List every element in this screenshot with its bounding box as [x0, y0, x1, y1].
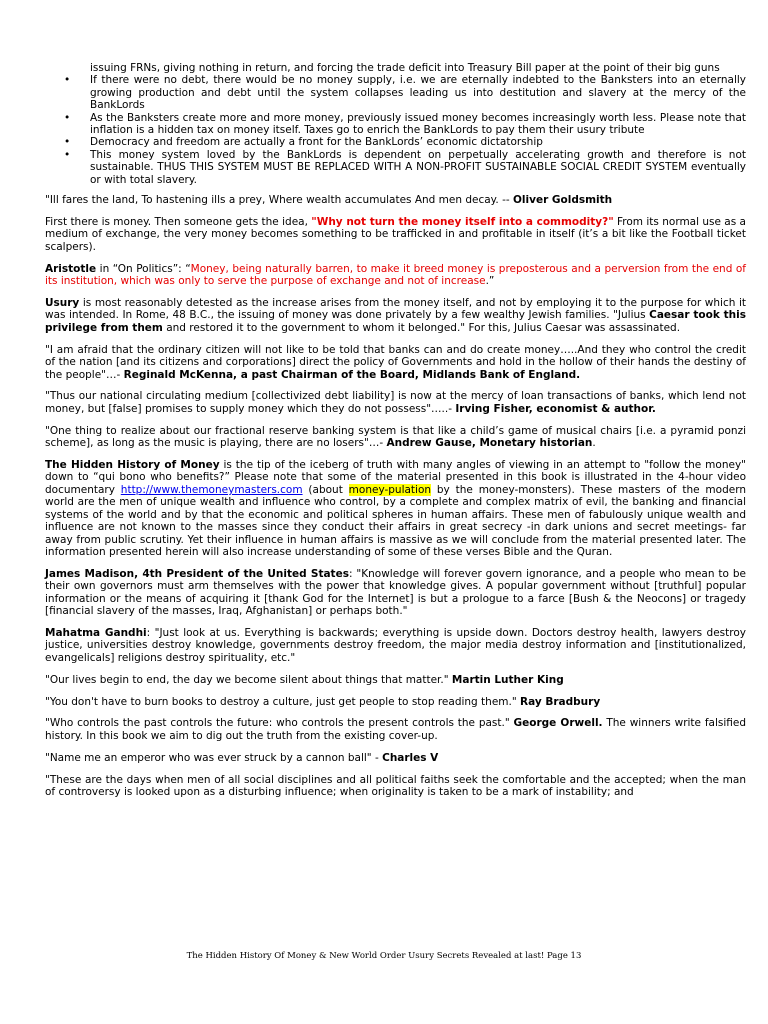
bold-phrase: Caesar took this privilege from them: [45, 309, 746, 334]
list-item-text: As the Banksters create more and more money, previously issued money becomes increasingly worth less. Please note that inflation is a hidden tax on money itself. Taxes go to enrich the BankLords to pay them their usury tribute: [90, 111, 746, 137]
quote-charles-v: "Name me an emperor who was ever struck by a cannon ball" - Charles V: [45, 751, 439, 764]
quote-author: Mahatma Gandhi: [45, 626, 147, 639]
bullet-icon: •: [64, 74, 71, 87]
list-item-text: issuing FRNs, giving nothing in return, and forcing the trade deficit into Treasury Bill paper at the point of their big guns: [90, 62, 720, 74]
paragraph-closing: "These are the days when men of all social disciplines and all political faiths seek the comfortable and the accepted; when the man of controversy is looked upon as a disturbing influence; when originality is taken to be a mark of instability; and: [45, 773, 746, 799]
list-item-text: This money system loved by the BankLords is dependent on perpetually accelerating growth and therefore is not sustainable. THUS THIS SYSTEM MUST BE REPLACED WITH A NON-PROFIT SUSTAINABLE SOCIAL CREDIT SYSTEM eventually or with total slavery.: [90, 148, 746, 186]
quote-author: Aristotle: [45, 262, 97, 275]
quote-author: Ray Bradbury: [520, 695, 601, 708]
bullet-icon: •: [64, 148, 71, 161]
quote-gandhi: Mahatma Gandhi: "Just look at us. Everything is backwards; everything is upside down. Doctors destroy health, lawyers destroy justice, universities destroy knowledge, governments destroy freedom, the major media destroy information and [institutionalized, evangelicals] religions destroy spirituality, etc.": [45, 626, 746, 664]
quote-author: Oliver Goldsmith: [513, 194, 613, 207]
highlighted-term: money-pulation: [348, 483, 432, 496]
quote-author: James Madison, 4th President of the United States: [45, 567, 349, 580]
list-item: [45, 74, 746, 111]
quote-fisher: "Thus our national circulating medium [collectivized debt liability] is now at the mercy of loan transactions of banks, which lend not money, but [false] promises to supply money which they do not possess"…..- Irving Fisher, economist & author.: [45, 390, 746, 415]
paragraph-usury: Usury is most reasonably detested as the increase arises from the money itself, and not by employing it to the purpose for which it was intended. In Rome, 48 B.C., the issuing of money was done privately by a few wealthy Jewish families. "Julius Caesar took this privilege from them and restored it to the government to whom it belonged." For this, Julius Caesar was assassinated.: [45, 297, 746, 334]
list-item-continued: [45, 62, 746, 74]
quote-author: Charles V: [382, 751, 439, 764]
quote-author: Martin Luther King: [451, 673, 564, 686]
quote-author: Irving Fisher, economist & author.: [455, 402, 656, 415]
quote-king: "Our lives begin to end, the day we become silent about things that matter." Martin Luther King: [45, 673, 564, 686]
bullet-icon: •: [64, 111, 71, 124]
quote-bradbury: "You don't have to burn books to destroy a culture, just get people to stop reading them." Ray Bradbury: [45, 695, 601, 708]
quote-mckenna: "I am afraid that the ordinary citizen will not like to be told that banks can and do create money…..And they who control the credit of the nation [and its citizens and corporations] direct the policy of Governments and hold in the hollow of their hands the destiny of the people"…- Reginald McKenna, a past Chairman of the Board, Midlands Bank of England.: [45, 343, 746, 381]
bullet-list: [45, 62, 746, 186]
book-title: The Hidden History of Money: [45, 459, 220, 472]
paragraph-hidden-history: The Hidden History of Money is the tip of the iceberg of truth with many angles of viewing in an attempt to "follow the money" down to “qui bono who benefits?” Please note that some of the material presented in this book is illustrated in the 4-hour video documentary http://www.themoneymasters.com (about money-pulation by the money-monsters). These masters of the modern world are the men of unique wealth and influence who control, by a complete and complex matrix of evil, the banking and financial systems of the world and by that the economic and political spheres in human affairs. These men of fabulously unique wealth and influence are not known to the masses since they conduct their affairs in great secrecy -in dark unions and secret meetings- far away from public scrutiny. Yet their influence in human affairs is massive as we will conclude from the material presented later. The information presented herein will also increase understanding of some of these verses Bible and the Quran.: [45, 459, 746, 558]
term-usury: Usury: [45, 297, 80, 309]
list-item-text: Democracy and freedom are actually a front for the BankLords’ economic dictatorship: [90, 136, 543, 149]
bullet-icon: •: [64, 136, 71, 149]
highlighted-quote: "Why not turn the money itself into a commodity?": [311, 215, 614, 228]
quote-goldsmith: "Ill fares the land, To hastening ills a prey, Where wealth accumulates And men decay. -- Oliver Goldsmith: [45, 194, 613, 207]
paragraph-aristotle: Aristotle in “On Politics”: “Money, being naturally barren, to make it breed money is preposterous and a perversion from the end of its institution, which was only to serve the purpose of exchange and not of increase.”: [45, 262, 746, 288]
list-item-text: If there were no debt, there would be no money supply, i.e. we are eternally indebted to the Banksters into an eternally growing production and debt until the system collapses leading us into destitution and slavery at the mercy of the BankLords: [90, 74, 746, 112]
list-item: [45, 136, 746, 148]
highlighted-quote: Money, being naturally barren, to make it breed money is preposterous and a perversion from the end of its institution, which was only to serve the purpose of exchange and not of increase: [45, 262, 746, 288]
documentary-link[interactable]: http://www.themoneymasters.com: [120, 483, 303, 496]
list-item: [45, 112, 746, 137]
paragraph-commodity: First there is money. Then someone gets the idea, "Why not turn the money itself into a commodity?" From its normal use as a medium of exchange, the very money becomes something to be trafficked in and profitable in itself (it’s a bit like the Football ticket scalpers).: [45, 215, 746, 253]
quote-author: Reginald McKenna, a past Chairman of the Board, Midlands Bank of England.: [123, 368, 581, 381]
quote-gause: "One thing to realize about our fractional reserve banking system is that like a child’s game of musical chairs [i.e. a pyramid ponzi scheme], as long as the music is playing, there are no losers"…- Andrew Gause, Monetary historian.: [45, 424, 746, 450]
list-item: [45, 149, 746, 186]
page-content: [45, 62, 746, 808]
quote-author: Andrew Gause, Monetary historian: [386, 437, 593, 450]
quote-madison: James Madison, 4th President of the United States: "Knowledge will forever govern ignorance, and a people who mean to be their own governors must arm themselves with the power that knowledge gives. A popular government without [truthful] popular information or the means of acquiring it [thank God for the Internet] is but a prologue to a farce [Bush & the Neocons] or tragedy [financial slavery of the masses, Iraq, Afghanistan] or perhaps both.": [45, 567, 746, 618]
page-footer: The Hidden History Of Money & New World Order Usury Secrets Revealed at last! Page 13: [186, 951, 582, 961]
quote-author: George Orwell.: [513, 717, 603, 730]
quote-orwell: "Who controls the past controls the future: who controls the present controls the past." George Orwell. The winners write falsified history. In this book we aim to dig out the truth from the existing cover-up.: [45, 717, 746, 742]
